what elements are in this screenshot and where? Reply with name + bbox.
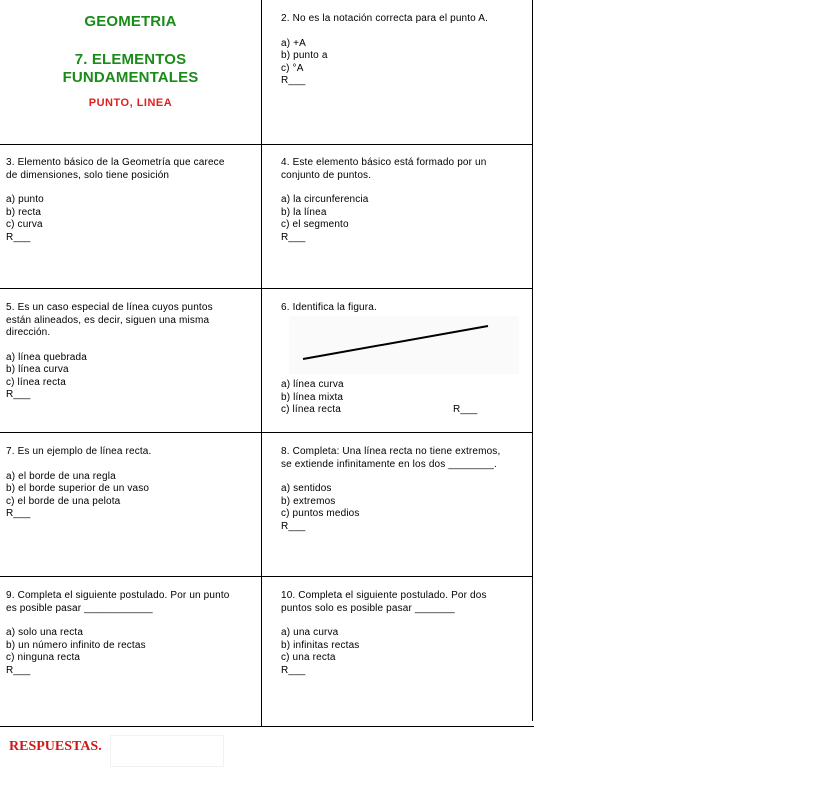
grid-row-line-4 bbox=[0, 576, 533, 577]
question-text-line: es posible pasar ____________ bbox=[6, 602, 153, 614]
answer-blank: R___ bbox=[281, 231, 306, 243]
subject-title: GEOMETRIA bbox=[84, 13, 177, 30]
question-text: 6. Identifica la figura. bbox=[281, 302, 377, 313]
option-c: c) una recta bbox=[281, 652, 336, 663]
answer-blank: R___ bbox=[453, 404, 478, 415]
question-5 bbox=[6, 302, 256, 402]
answers-label: RESPUESTAS. bbox=[9, 739, 102, 754]
grid-row-line-2 bbox=[0, 288, 533, 289]
option-a: a) sentidos bbox=[281, 483, 332, 494]
option-c: c) línea recta bbox=[6, 376, 66, 388]
question-2 bbox=[281, 13, 526, 88]
question-10 bbox=[281, 590, 529, 677]
question-text: 2. No es la notación correcta para el punto A. bbox=[281, 13, 489, 24]
question-text-line: conjunto de puntos. bbox=[281, 169, 372, 181]
grid-bottom-line bbox=[0, 726, 534, 727]
option-a: a) la circunferencia bbox=[281, 194, 369, 205]
option-b: b) la línea bbox=[281, 206, 327, 218]
option-b: b) el borde superior de un vaso bbox=[6, 483, 150, 494]
question-text-line: de dimensiones, solo tiene posición bbox=[6, 169, 170, 181]
question-text-line: dirección. bbox=[6, 327, 51, 338]
option-a: a) punto bbox=[6, 194, 44, 205]
option-a: a) el borde de una regla bbox=[6, 470, 116, 482]
option-b: b) recta bbox=[6, 206, 42, 218]
question-text: 7. Es un ejemplo de línea recta. bbox=[6, 446, 152, 457]
answers-box bbox=[110, 735, 224, 767]
question-3 bbox=[6, 157, 256, 244]
answer-blank: R___ bbox=[281, 75, 306, 86]
option-c: c) °A bbox=[281, 62, 304, 74]
answer-blank: R___ bbox=[281, 664, 306, 676]
answer-blank: R___ bbox=[6, 664, 31, 676]
answer-blank: R___ bbox=[6, 389, 31, 400]
question-text-line: puntos solo es posible pasar _______ bbox=[281, 602, 455, 614]
option-c: c) línea recta bbox=[281, 404, 341, 415]
question-text: 3. Elemento básico de la Geometría que carece bbox=[6, 157, 225, 168]
question-text: 9. Completa el siguiente postulado. Por un punto bbox=[6, 590, 230, 601]
question-text-line: se extiende infinitamente en los dos ________. bbox=[281, 458, 497, 470]
grid-row-line-1 bbox=[0, 144, 533, 145]
header-cell bbox=[0, 13, 261, 110]
question-text: 10. Completa el siguiente postulado. Por dos bbox=[281, 590, 487, 601]
grid-row-line-3 bbox=[0, 432, 533, 433]
option-b: b) extremos bbox=[281, 495, 336, 507]
option-a: a) +A bbox=[281, 37, 306, 49]
option-a: a) una curva bbox=[281, 627, 339, 638]
question-text: 4. Este elemento básico está formado por un bbox=[281, 157, 487, 168]
grid-center-line bbox=[261, 0, 262, 727]
question-7 bbox=[6, 446, 256, 521]
question-8 bbox=[281, 446, 529, 533]
option-c: c) el borde de una pelota bbox=[6, 495, 121, 507]
option-b: b) línea curva bbox=[6, 364, 69, 375]
unit-title-line2: FUNDAMENTALES bbox=[62, 69, 199, 86]
option-c: c) ninguna recta bbox=[6, 652, 81, 663]
question-text: 8. Completa: Una línea recta no tiene extremos, bbox=[281, 446, 501, 457]
straight-line-figure bbox=[289, 316, 529, 374]
option-b: b) infinitas rectas bbox=[281, 639, 360, 651]
option-a: a) solo una recta bbox=[6, 627, 84, 638]
question-9 bbox=[6, 590, 256, 677]
answer-blank: R___ bbox=[6, 508, 31, 519]
option-c: c) puntos medios bbox=[281, 508, 360, 519]
option-c: c) el segmento bbox=[281, 219, 349, 230]
answer-blank: R___ bbox=[281, 520, 306, 532]
question-4 bbox=[281, 157, 529, 244]
option-b: b) línea mixta bbox=[281, 391, 344, 403]
answer-blank: R___ bbox=[6, 231, 31, 243]
topic-subtitle: PUNTO, LINEA bbox=[88, 97, 173, 109]
option-b: b) punto a bbox=[281, 50, 328, 61]
question-text: 5. Es un caso especial de línea cuyos puntos bbox=[6, 302, 213, 313]
question-6 bbox=[281, 302, 529, 424]
grid-right-line bbox=[532, 0, 533, 721]
option-c: c) curva bbox=[6, 219, 43, 230]
option-a: a) línea quebrada bbox=[6, 351, 87, 363]
question-text-line: están alineados, es decir, siguen una misma bbox=[6, 314, 210, 326]
option-b: b) un número infinito de rectas bbox=[6, 639, 146, 651]
option-a: a) línea curva bbox=[281, 379, 344, 390]
unit-title-line1: 7. ELEMENTOS bbox=[74, 51, 187, 68]
